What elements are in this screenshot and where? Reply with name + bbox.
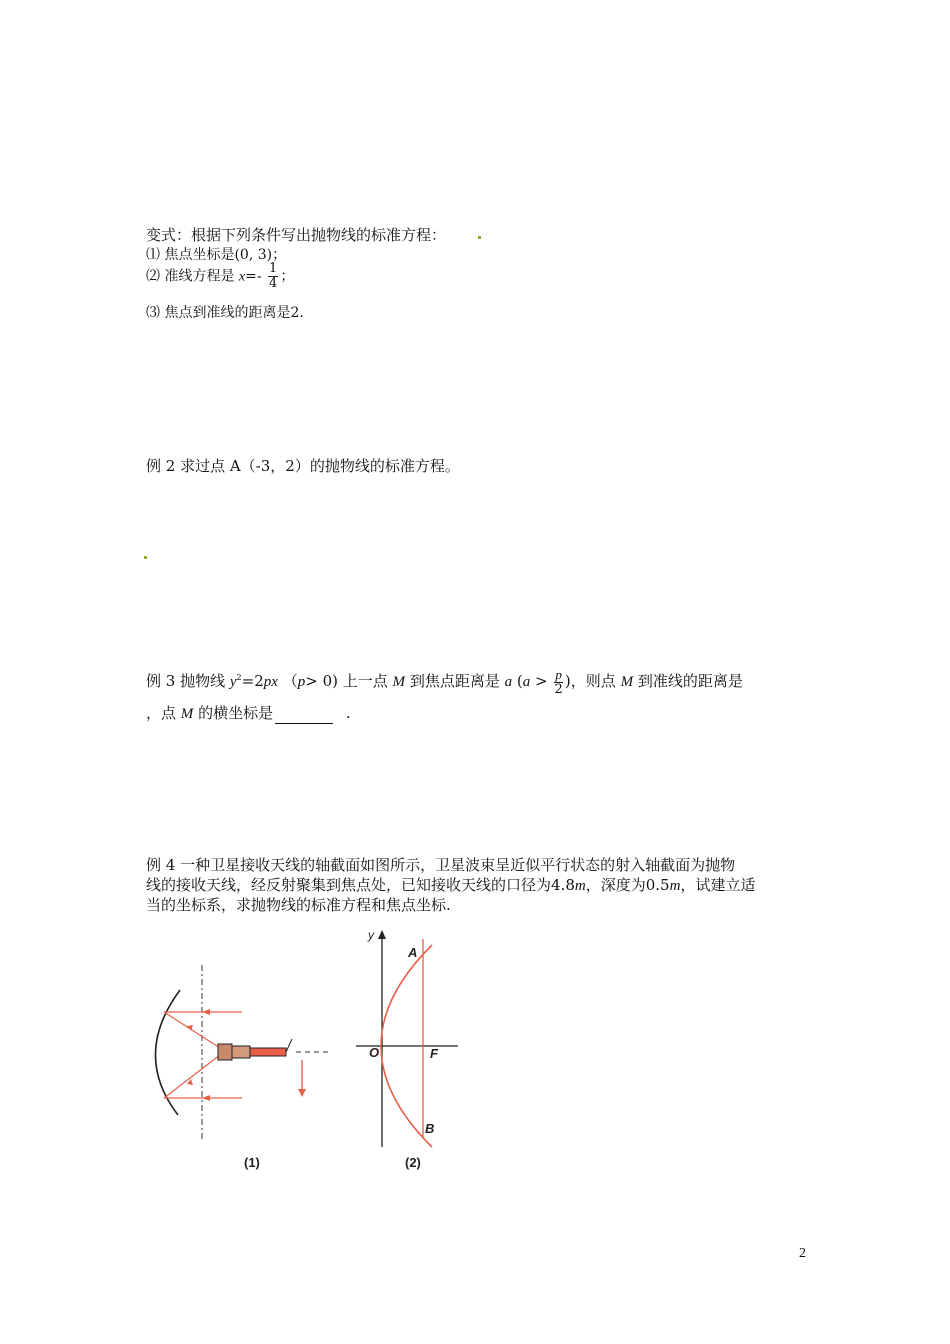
point-F-label: F	[430, 1046, 438, 1061]
reflected-ray-top	[164, 1012, 220, 1048]
variant-item-2: ⑵ 准线方程是 x=- $\frac{1}{4}$ ；	[146, 261, 295, 291]
figure-1-dish	[155, 965, 330, 1170]
fraction-one-quarter: $\frac{1}{4}$	[269, 261, 278, 291]
feed-horn-tip	[286, 1039, 292, 1052]
signal-arrow-head	[298, 1089, 306, 1097]
figure-label-1: (1)	[244, 1155, 260, 1170]
example-4-line-1: 例 4 一种卫星接收天线的轴截面如图所示，卫星波束呈近似平行状态的射入轴截面为抛物	[146, 856, 736, 874]
antenna-figure	[140, 925, 470, 1175]
arrow-top	[202, 1009, 210, 1015]
marker-dot	[478, 236, 481, 239]
example-3-line-1: 例 3 抛物线 $y^2=2px$ （p> 0) 上一点 M 到焦点距离是 a (a > $\frac{p}{2}$ )，则点 M 到准线的距离是	[146, 666, 743, 697]
example-4-line-2: 线的接收天线，经反射聚集到焦点处，已知接收天线的口径为4.8m，深度为0.5m，试建立适	[146, 876, 756, 894]
figure-2-graph	[356, 928, 458, 1170]
reflected-ray-bottom	[164, 1055, 220, 1098]
feed-horn-body	[218, 1044, 232, 1060]
y-axis-arrow	[378, 930, 386, 939]
example-4-line-3: 当的坐标系，求抛物线的标准方程和焦点坐标.	[146, 896, 451, 914]
point-A-label: A	[408, 945, 418, 960]
example-2: 例 2 求过点 A（-3，2）的抛物线的标准方程。	[146, 457, 460, 475]
figure-label-2: (2)	[405, 1155, 421, 1170]
variant-item-3: ⑶ 焦点到准线的距离是2.	[146, 305, 304, 321]
feed-horn-rod	[250, 1048, 286, 1056]
example-3-line-2: ，点 M 的横坐标是 .	[146, 704, 351, 722]
variant-item-1: ⑴ 焦点坐标是(0, 3)；	[146, 247, 287, 263]
point-O-label: O	[369, 1045, 380, 1060]
marker-dot-2	[144, 556, 147, 559]
arrow-bottom	[202, 1095, 210, 1101]
dish-curve	[155, 990, 180, 1115]
y-axis-label: y	[368, 928, 374, 942]
variant-heading: 变式：根据下列条件写出抛物线的标准方程：	[146, 226, 447, 244]
answer-blank[interactable]	[275, 709, 333, 724]
fraction-p-over-2: $\frac{p}{2}$	[554, 666, 563, 697]
feed-horn-neck	[232, 1046, 250, 1058]
point-B-label: B	[425, 1121, 435, 1136]
page-number: 2	[799, 1246, 806, 1261]
